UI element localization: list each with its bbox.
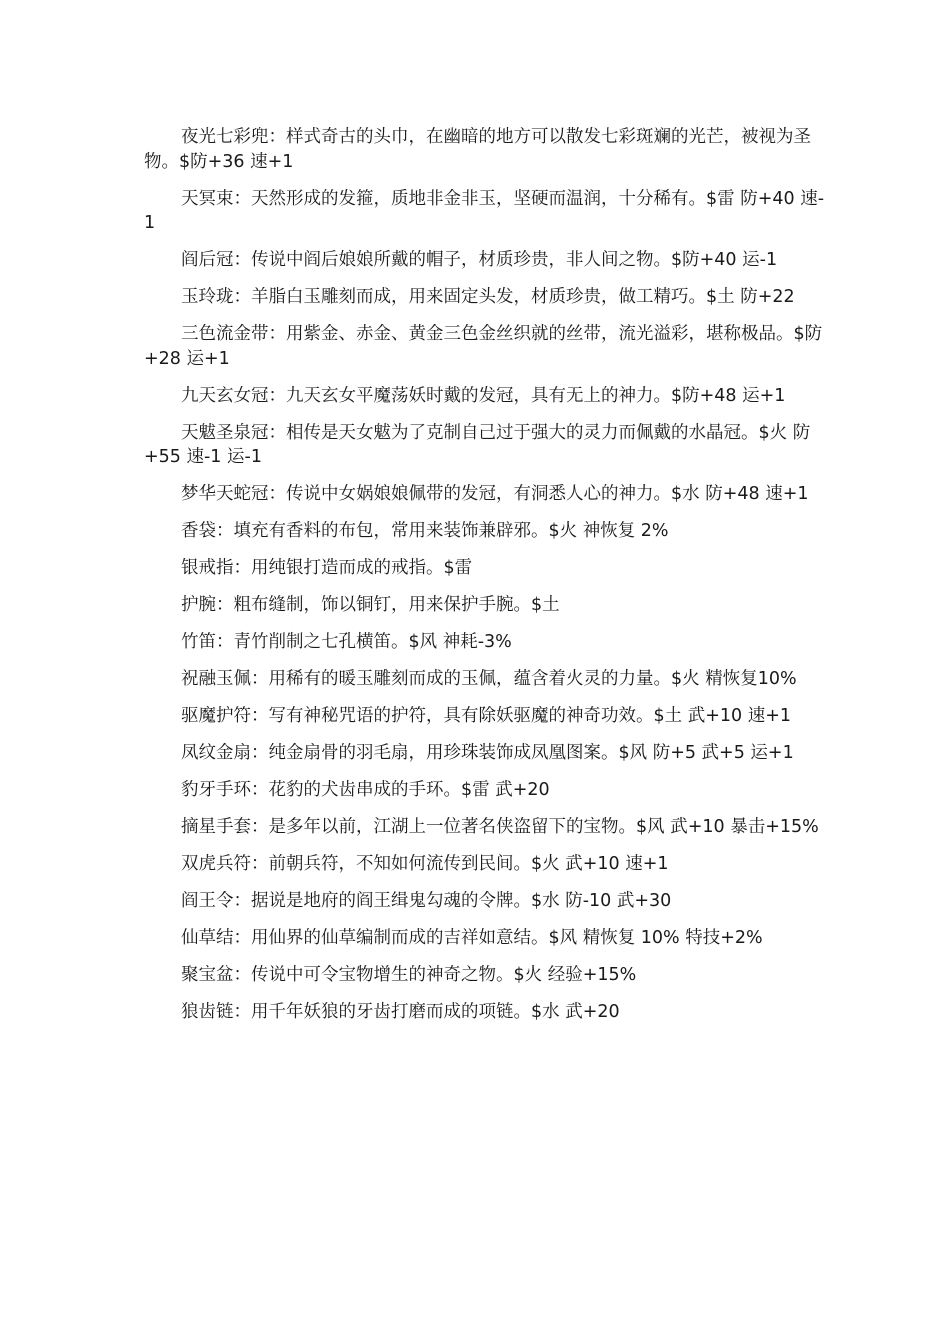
- item-entry: 玉玲珑：羊脂白玉雕刻而成，用来固定头发，材质珍贵，做工精巧。$土 防+22: [181, 287, 795, 307]
- item-list: [144, 125, 824, 1037]
- item-entry: 银戒指：用纯银打造而成的戒指。$雷: [181, 558, 473, 578]
- item-entry: 仙草结：用仙界的仙草编制而成的吉祥如意结。$风 精恢复 10% 特技+2%: [181, 928, 763, 948]
- item-entry: 双虎兵符：前朝兵符，不知如何流传到民间。$火 武+10 速+1: [181, 854, 669, 874]
- item-entry: 梦华天蛇冠：传说中女娲娘娘佩带的发冠，有洞悉人心的神力。$水 防+48 速+1: [181, 484, 809, 504]
- item-entry: 九天玄女冠：九天玄女平魔荡妖时戴的发冠，具有无上的神力。$防+48 运+1: [181, 385, 786, 406]
- item-entry: 三色流金带：用紫金、赤金、黄金三色金丝织就的丝带，流光溢彩，堪称极品。$防+28 运+1: [144, 324, 823, 369]
- item-entry: 香袋：填充有香料的布包，常用来装饰兼辟邪。$火 神恢复 2%: [181, 521, 669, 541]
- item-entry: 阎王令：据说是地府的阎王缉鬼勾魂的令牌。$水 防-10 武+30: [181, 891, 672, 911]
- item-entry: 摘星手套：是多年以前，江湖上一位著名侠盗留下的宝物。$风 武+10 暴击+15%: [181, 817, 819, 837]
- item-entry: 祝融玉佩：用稀有的暖玉雕刻而成的玉佩，蕴含着火灵的力量。$火 精恢复10%: [181, 669, 797, 689]
- item-entry: 豹牙手环：花豹的犬齿串成的手环。$雷 武+20: [181, 780, 550, 800]
- item-entry: 聚宝盆：传说中可令宝物增生的神奇之物。$火 经验+15%: [181, 965, 637, 985]
- item-entry: 天魃圣泉冠：相传是天女魃为了克制自己过于强大的灵力而佩戴的水晶冠。$火 防+55 速-1 运-1: [144, 422, 811, 467]
- item-entry: 狼齿链：用千年妖狼的牙齿打磨而成的项链。$水 武+20: [181, 1002, 620, 1022]
- item-entry: 护腕：粗布缝制，饰以铜钉，用来保护手腕。$土: [181, 595, 560, 615]
- item-entry: 驱魔护符：写有神秘咒语的护符，具有除妖驱魔的神奇功效。$土 武+10 速+1: [181, 706, 791, 726]
- item-entry: 竹笛：青竹削制之七孔横笛。$风 神耗-3%: [181, 632, 512, 652]
- item-entry: 阎后冠：传说中阎后娘娘所戴的帽子，材质珍贵，非人间之物。$防+40 运-1: [181, 250, 778, 270]
- item-entry: 夜光七彩兜：样式奇古的头巾，在幽暗的地方可以散发七彩斑斓的光芒，被视为圣物。$防+36 速+1: [144, 127, 811, 172]
- item-entry: 凤纹金扇：纯金扇骨的羽毛扇，用珍珠装饰成凤凰图案。$风 防+5 武+5 运+1: [181, 743, 794, 763]
- item-entry: 天冥束：天然形成的发箍，质地非金非玉，坚硬而温润，十分稀有。$雷 防+40 速-1: [144, 188, 825, 233]
